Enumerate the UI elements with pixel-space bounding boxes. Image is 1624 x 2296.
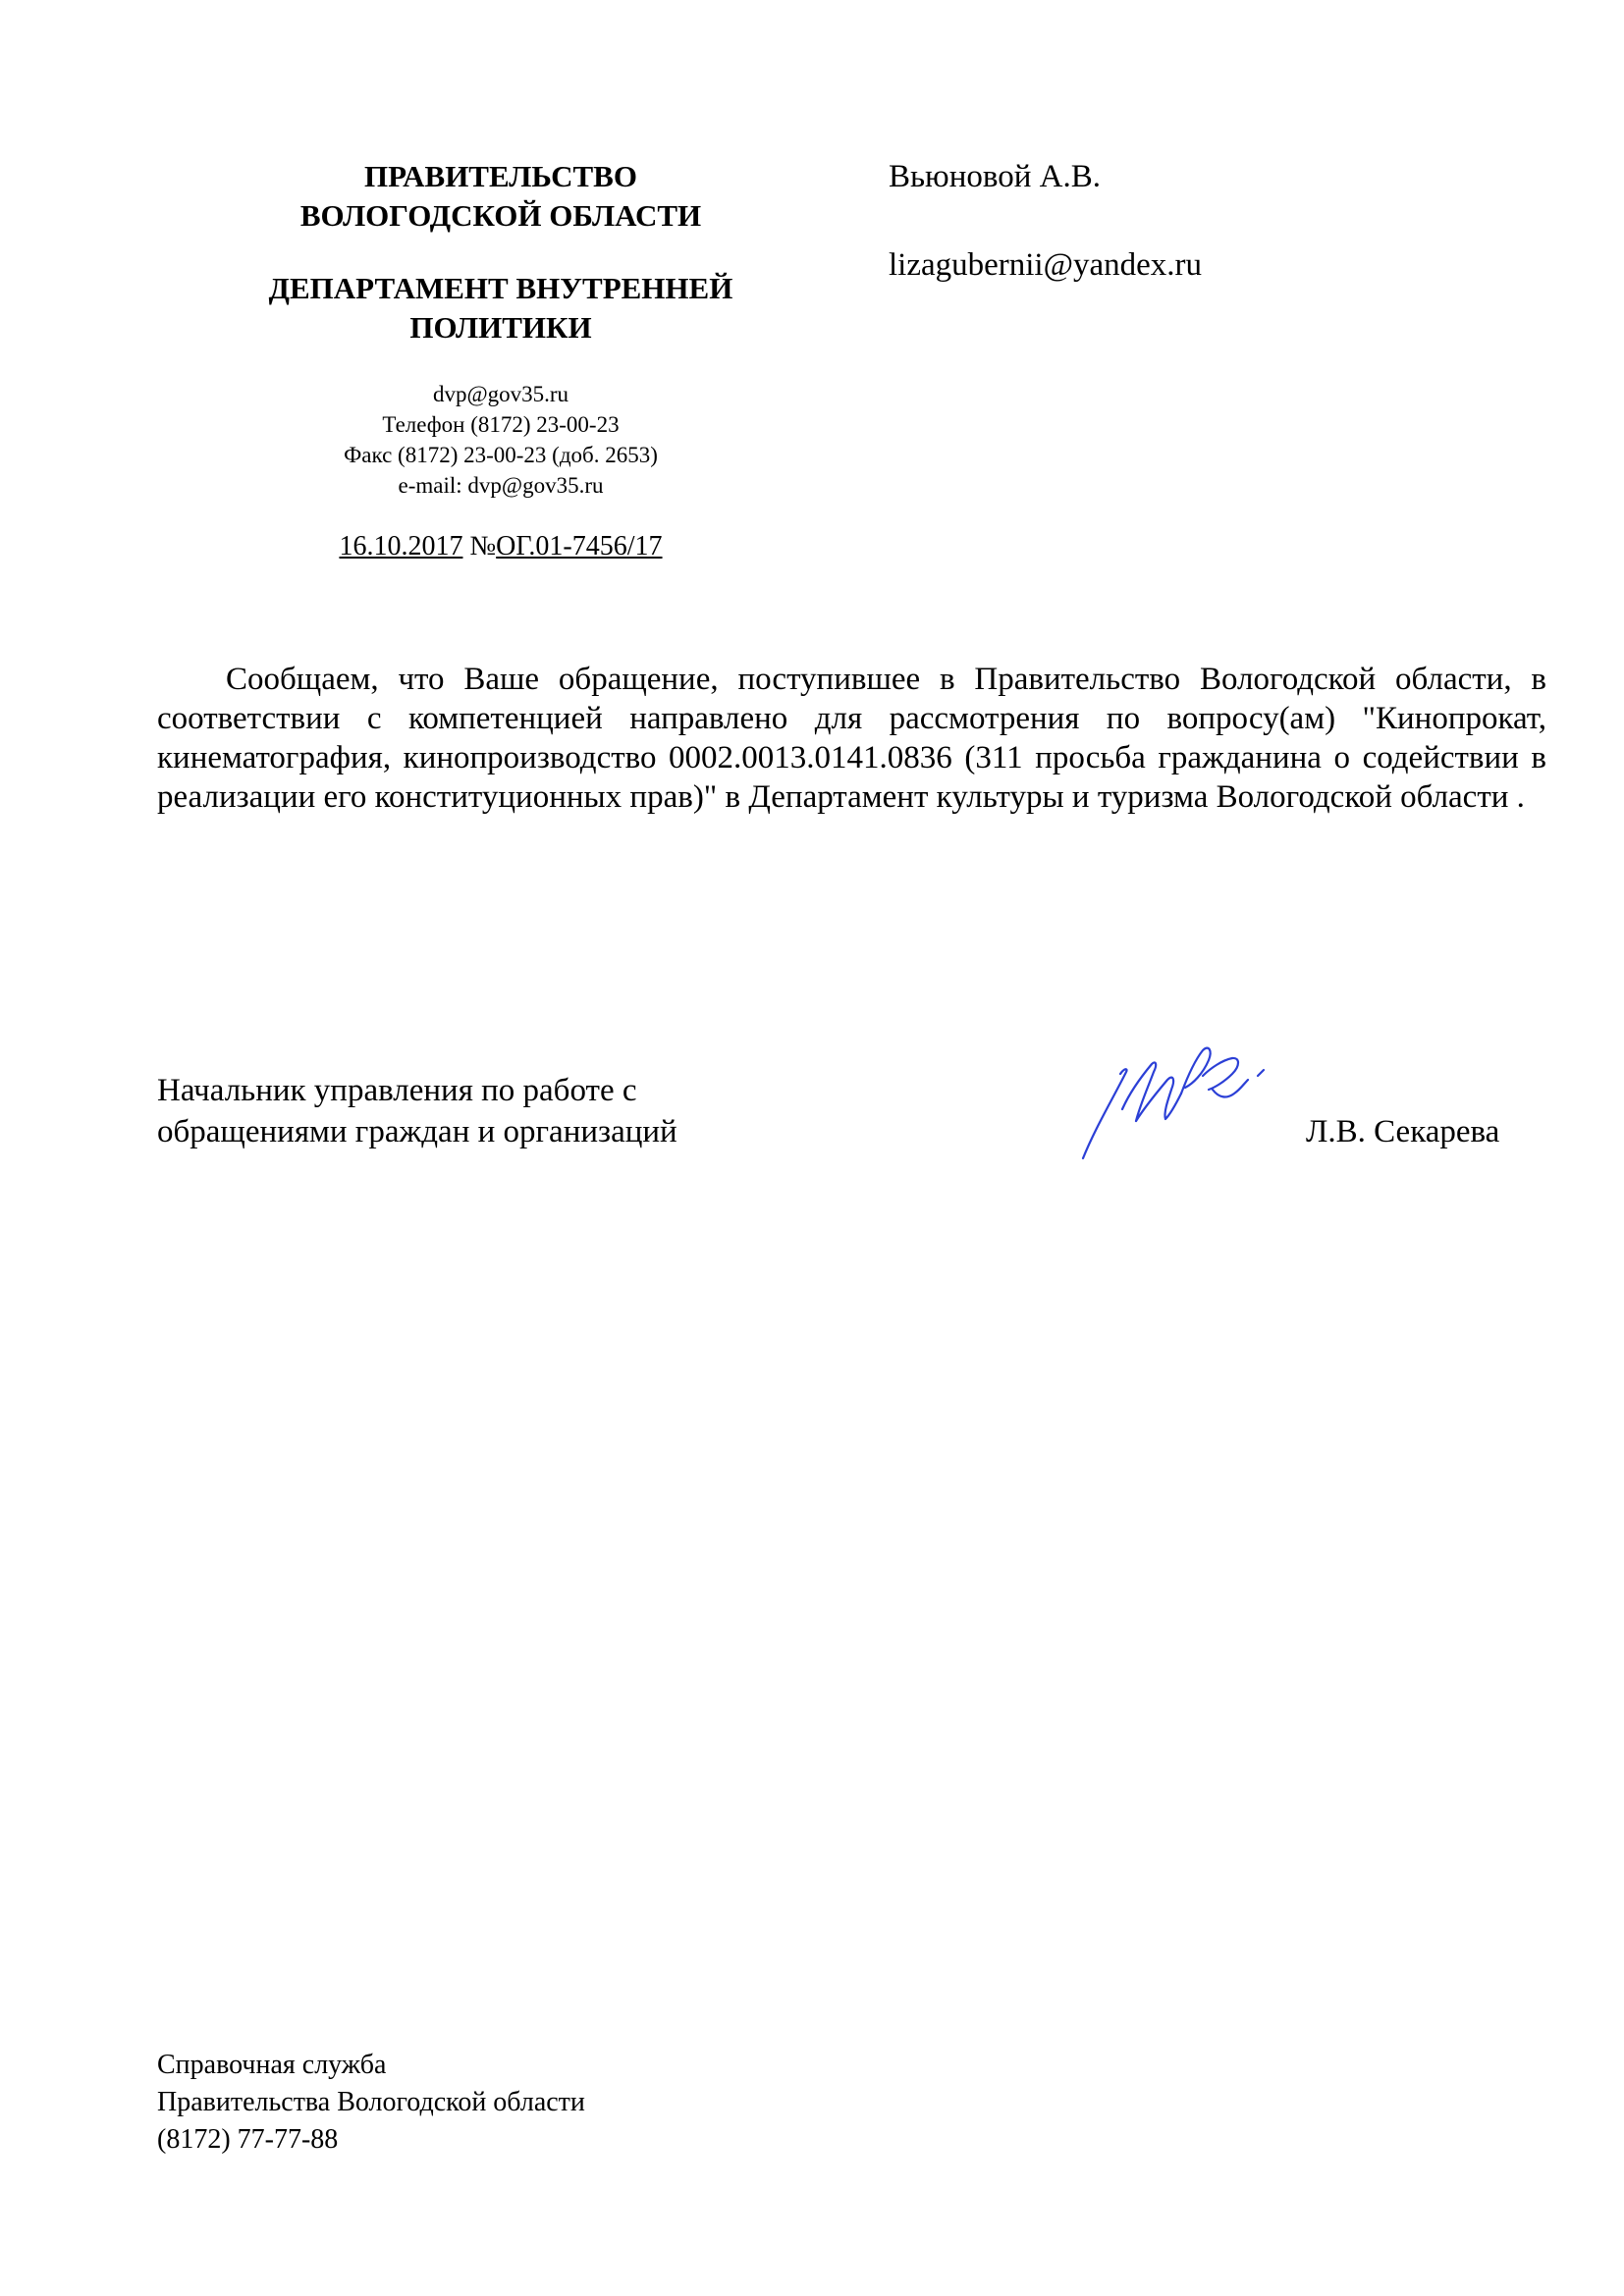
document-date: 16.10.2017 <box>339 531 463 561</box>
letter-body: Сообщаем, что Ваше обращение, поступившее в Правительство Вологодской области, в соответствии с компетенцией направлено для рассмотрения по вопросу(ам) "Кинопрокат, кинематография, кинопроизводство 0002.0013.0141.0836 (311 просьба гражданина о содействии в реализации его конституционных прав)" в Департамент культуры и туризма Вологодской области . <box>157 662 1546 815</box>
department-name <box>196 269 805 347</box>
contact-fax: Факс (8172) 23-00-23 (доб. 2653) <box>344 443 658 467</box>
reference-service-footer <box>157 2047 585 2159</box>
sender-block <box>196 157 805 563</box>
signature-stroke <box>1083 1069 1127 1158</box>
footer-line2: Правительства Вологодской области <box>157 2087 585 2117</box>
footer-phone: (8172) 77-77-88 <box>157 2124 339 2155</box>
contact-phone: Телефон (8172) 23-00-23 <box>382 412 620 437</box>
contact-email: dvp@gov35.ru <box>432 382 569 406</box>
signature-stroke <box>1181 1048 1211 1094</box>
recipient-block <box>889 157 1202 285</box>
contact-email-line: e-mail: dvp@gov35.ru <box>398 473 604 498</box>
recipient-name: Вьюновой А.В. <box>889 159 1101 194</box>
signer-position-line2: обращениями граждан и организаций <box>157 1114 677 1149</box>
recipient-email: lizagubernii@yandex.ru <box>889 247 1203 283</box>
handwritten-signature <box>1065 1011 1311 1178</box>
organization-name-line1: ПРАВИТЕЛЬСТВО <box>364 159 637 193</box>
organization-name <box>196 157 805 236</box>
signature-stroke <box>1258 1070 1264 1076</box>
department-name-line2: ПОЛИТИКИ <box>409 310 592 345</box>
number-sign: № <box>469 531 497 561</box>
signer-position-line1: Начальник управления по работе с <box>157 1073 637 1108</box>
registration-number: ОГ.01-7456/17 <box>496 531 663 561</box>
signer-position <box>157 1070 677 1152</box>
signature-stroke <box>1213 1080 1248 1096</box>
footer-line1: Справочная служба <box>157 2050 387 2080</box>
department-name-line1: ДЕПАРТАМЕНТ ВНУТРЕННЕЙ <box>268 271 733 305</box>
signature-strokes <box>1083 1048 1264 1158</box>
signer-name: Л.В. Секарева <box>1306 1114 1500 1149</box>
registration-line <box>196 530 805 563</box>
sender-contacts <box>196 379 805 501</box>
organization-name-line2: ВОЛОГОДСКОЙ ОБЛАСТИ <box>299 198 702 233</box>
